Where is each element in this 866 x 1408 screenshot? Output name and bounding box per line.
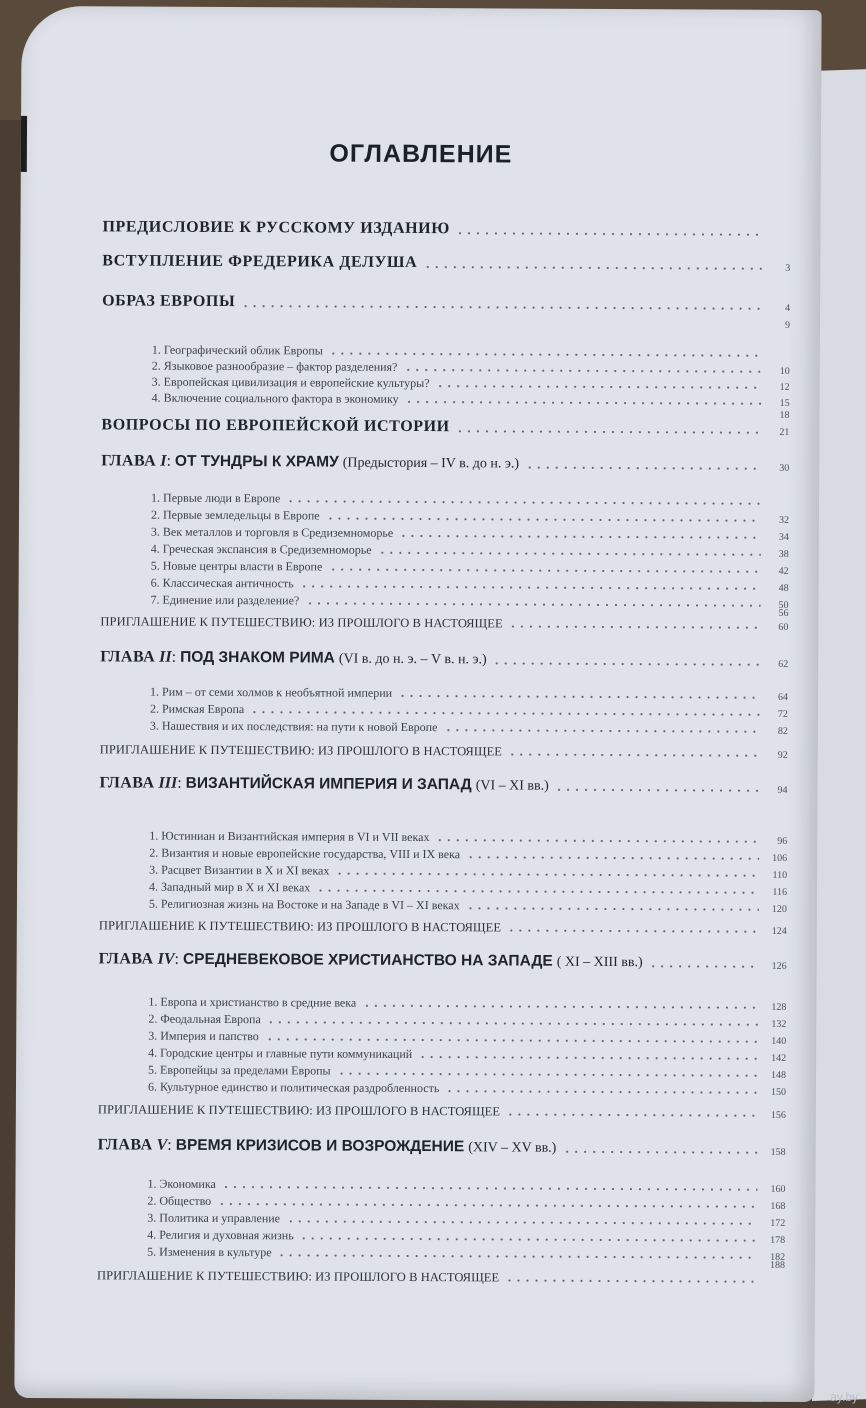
page-number: 150 bbox=[770, 1086, 786, 1098]
page-number: 18 bbox=[779, 409, 790, 421]
book-page bbox=[14, 6, 821, 1402]
leader-dots bbox=[506, 1113, 758, 1116]
invite-label: ПРИГЛАШЕНИЕ К ПУТЕШЕСТВИЮ: ИЗ ПРОШЛОГО В НАСТОЯЩЕЕ bbox=[99, 742, 503, 759]
toc-subentry bbox=[99, 845, 787, 864]
leader-dots bbox=[466, 907, 759, 911]
subentry-label: 6. Классическая античность bbox=[150, 575, 294, 591]
invite-label: ПРИГЛАШЕНИЕ К ПУТЕШЕСТВИЮ: ИЗ ПРОШЛОГО В НАСТОЯЩЕЕ bbox=[96, 1268, 500, 1285]
toc-subentry bbox=[97, 1176, 785, 1195]
leader-dots bbox=[300, 1237, 758, 1241]
leader-dots bbox=[507, 929, 759, 932]
page-title: ОГЛАВЛЕНИЕ bbox=[329, 139, 513, 169]
leader-dots bbox=[435, 839, 759, 843]
leader-dots bbox=[399, 535, 761, 539]
subentry-label: 2. Феодальная Европа bbox=[148, 1011, 261, 1027]
invite-entry bbox=[100, 614, 788, 633]
subentry-label: 5. Изменения в культуре bbox=[147, 1244, 272, 1260]
page-number: 96 bbox=[777, 835, 788, 847]
chapter-label: ГЛАВА bbox=[99, 774, 155, 792]
invite-label: ПРИГЛАШЕНИЕ К ПУТЕШЕСТВИЮ: ИЗ ПРОШЛОГО В НАСТОЯЩЕЕ bbox=[98, 918, 502, 935]
subentry-label: 4. Греческая экспансия в Средиземноморье bbox=[150, 541, 372, 557]
page-number: 142 bbox=[771, 1052, 787, 1064]
subentry-label: 2. Византия и новые европейские государства, VIII и IX века bbox=[149, 845, 461, 862]
toc-subentry bbox=[99, 879, 787, 898]
leader-dots bbox=[265, 1038, 758, 1043]
toc-subentry bbox=[101, 575, 789, 594]
leader-dots bbox=[562, 1151, 757, 1154]
toc-subentry bbox=[100, 701, 788, 720]
toc-entry-questions bbox=[101, 416, 789, 438]
chapter-number: I bbox=[160, 452, 167, 470]
subentry-label: 1. Рим – от семи холмов к необъятной империи bbox=[150, 684, 393, 700]
leader-dots bbox=[525, 467, 761, 470]
toc-subentry bbox=[100, 684, 788, 703]
invite-entry bbox=[97, 1268, 785, 1287]
toc-subentry bbox=[101, 490, 789, 509]
page-number: 56 bbox=[778, 607, 789, 619]
leader-dots bbox=[508, 753, 760, 756]
page-number: 10 bbox=[779, 365, 790, 377]
leader-dots bbox=[378, 552, 761, 556]
toc-subentry bbox=[101, 558, 789, 577]
subentry-label: 4. Городские центры и главные пути коммуникаций bbox=[148, 1045, 413, 1061]
chapter-number: II bbox=[159, 648, 172, 666]
leader-dots bbox=[326, 518, 761, 522]
leader-dots bbox=[403, 369, 761, 373]
toc-subentry bbox=[97, 1227, 785, 1246]
invite-entry bbox=[99, 918, 787, 937]
subentry-label: 1. Первые люди в Европе bbox=[151, 490, 281, 506]
leader-dots bbox=[222, 1186, 758, 1191]
subentry-label: 2. Языковое разнообразие – фактор разделения? bbox=[151, 358, 398, 374]
page-number-line bbox=[102, 316, 790, 331]
watermark: ay.by bbox=[830, 1390, 858, 1404]
subentry-label: 1. Европа и христианство в средние века bbox=[148, 994, 357, 1010]
leader-dots bbox=[436, 385, 762, 389]
toc-subentry bbox=[98, 1011, 786, 1030]
page-number: 124 bbox=[771, 925, 787, 937]
page-number: 158 bbox=[770, 1146, 786, 1158]
page-number: 120 bbox=[771, 903, 787, 915]
leader-dots bbox=[418, 1056, 758, 1060]
leader-dots bbox=[316, 889, 759, 893]
leader-dots bbox=[405, 401, 762, 405]
page-number: 182 bbox=[770, 1251, 786, 1263]
leader-dots bbox=[337, 1073, 758, 1077]
page-number: 4 bbox=[785, 302, 791, 314]
chapter-period: (XIV – XV вв.) bbox=[468, 1140, 557, 1156]
chapter-title: ВИЗАНТИЙСКАЯ ИМПЕРИЯ И ЗАПАД bbox=[185, 774, 472, 794]
page-number: 9 bbox=[784, 319, 791, 331]
page-number: 140 bbox=[771, 1035, 787, 1047]
leader-dots bbox=[555, 789, 760, 792]
page-number: 72 bbox=[777, 708, 788, 720]
leader-dots bbox=[456, 430, 762, 434]
page-number: 126 bbox=[771, 960, 787, 972]
toc-entry-intro bbox=[102, 252, 790, 274]
leader-dots bbox=[505, 1279, 757, 1282]
subentry-label: 2. Первые земледельцы в Европе bbox=[150, 507, 320, 523]
page-number: 62 bbox=[778, 658, 789, 670]
entry-label: ОБРАЗ ЕВРОПЫ bbox=[102, 292, 236, 311]
chapter-heading: ГЛАВА III: ВИЗАНТИЙСКАЯ ИМПЕРИЯ И ЗАПАД (VI – XI вв.) 94 bbox=[99, 774, 788, 796]
toc-subentry bbox=[98, 994, 786, 1013]
entry-label: ПРЕДИСЛОВИЕ К РУССКОМУ ИЗДАНИЮ bbox=[102, 218, 450, 238]
page-number: 110 bbox=[772, 869, 788, 881]
leader-dots bbox=[509, 625, 761, 628]
leader-dots bbox=[423, 266, 762, 270]
subentry-label: 1. Экономика bbox=[147, 1176, 216, 1191]
leader-dots bbox=[493, 662, 761, 665]
toc-subentry bbox=[98, 1079, 786, 1098]
invite-label: ПРИГЛАШЕНИЕ К ПУТЕШЕСТВИЮ: ИЗ ПРОШЛОГО В НАСТОЯЩЕЕ bbox=[97, 1102, 501, 1119]
page-number: 128 bbox=[771, 1001, 787, 1013]
leader-dots bbox=[335, 873, 759, 877]
page-number: 82 bbox=[777, 725, 788, 737]
toc-subentry bbox=[98, 1062, 786, 1081]
toc-subentry bbox=[101, 541, 789, 560]
toc-entry-preface bbox=[102, 218, 790, 240]
page-number: 106 bbox=[772, 852, 788, 864]
chapter-period: (Предыстория – IV в. до н. э.) bbox=[342, 455, 520, 472]
toc-subentry bbox=[100, 718, 788, 737]
page-number: 116 bbox=[772, 886, 788, 898]
chapter-heading: ГЛАВА II: ПОД ЗНАКОМ РИМА (VI в. до н. э. – V в. н. э.) 62 bbox=[100, 648, 789, 670]
page-number: 15 bbox=[779, 397, 790, 409]
page-number: 30 bbox=[779, 462, 790, 474]
chapter-period: (VI – XI вв.) bbox=[475, 778, 549, 794]
chapter-number: IV bbox=[157, 950, 175, 968]
toc-subentry bbox=[97, 1210, 785, 1229]
subentry-label: 4. Религия и духовная жизнь bbox=[147, 1227, 294, 1243]
chapter-number: III bbox=[158, 774, 178, 792]
page-number: 148 bbox=[771, 1069, 787, 1081]
page-number: 160 bbox=[770, 1183, 786, 1195]
leader-dots bbox=[466, 856, 759, 860]
page-number: 94 bbox=[777, 784, 788, 796]
page-number: 172 bbox=[770, 1217, 786, 1229]
chapter-number: V bbox=[156, 1136, 168, 1154]
toc-subentry bbox=[98, 1028, 786, 1047]
page-number: 21 bbox=[779, 426, 790, 438]
page-number: 60 bbox=[778, 621, 789, 633]
leader-dots bbox=[286, 1220, 757, 1224]
toc-subentry bbox=[97, 1193, 785, 1212]
subentry-label: 3. Расцвет Византии в X и XI веках bbox=[149, 862, 330, 878]
page-number: 64 bbox=[778, 691, 789, 703]
page-number: 156 bbox=[770, 1109, 786, 1121]
chapter-heading: ГЛАВА V: ВРЕМЯ КРИЗИСОВ И ВОЗРОЖДЕНИЕ (XIV – XV вв.) 158 bbox=[97, 1136, 786, 1158]
entry-label: ВСТУПЛЕНИЕ ФРЕДЕРИКА ДЕЛУША bbox=[102, 252, 418, 271]
subentry-label: 5. Религиозная жизнь на Востоке и на Западе в VI – XI веках bbox=[148, 896, 460, 913]
leader-dots bbox=[456, 232, 763, 236]
page-number: 188 bbox=[770, 1259, 786, 1271]
chapter-title: ОТ ТУНДРЫ К ХРАМУ bbox=[174, 452, 339, 471]
toc-entry-image bbox=[102, 292, 790, 314]
subentry-label: 5. Европейцы за пределами Европы bbox=[148, 1062, 331, 1078]
chapter-heading: ГЛАВА IV: СРЕДНЕВЕКОВОЕ ХРИСТИАНСТВО НА ЗАПАДЕ ( XI – XIII вв.) 126 bbox=[98, 950, 787, 972]
page-number: 132 bbox=[771, 1018, 787, 1030]
subentry-label: 4. Западный мир в X и XI веках bbox=[149, 879, 311, 895]
leader-dots bbox=[329, 353, 762, 357]
page-number: 34 bbox=[778, 531, 789, 543]
chapter-title: ВРЕМЯ КРИЗИСОВ И ВОЗРОЖДЕНИЕ bbox=[175, 1136, 465, 1156]
toc-subentry bbox=[101, 507, 789, 526]
page-number: 92 bbox=[777, 749, 788, 761]
page-number: 168 bbox=[770, 1200, 786, 1212]
chapter-label: ГЛАВА bbox=[100, 648, 156, 666]
subentry-label: 2. Общество bbox=[147, 1193, 212, 1208]
chapter-label: ГЛАВА bbox=[101, 452, 157, 470]
leader-dots bbox=[217, 1203, 757, 1208]
subentry-label: 3. Империя и папство bbox=[148, 1028, 259, 1044]
chapter-label: ГЛАВА bbox=[97, 1136, 153, 1154]
chapter-heading: ГЛАВА I: ОТ ТУНДРЫ К ХРАМУ (Предыстория – IV в. до н. э.) 30 bbox=[101, 452, 790, 474]
leader-dots bbox=[443, 729, 759, 733]
chapter-title: СРЕДНЕВЕКОВОЕ ХРИСТИАНСТВО НА ЗАПАДЕ bbox=[182, 950, 553, 970]
leader-dots bbox=[267, 1021, 759, 1026]
toc-subentry bbox=[99, 828, 787, 847]
leader-dots bbox=[286, 500, 761, 504]
toc-subentry bbox=[98, 1045, 786, 1064]
page-number: 48 bbox=[778, 582, 789, 594]
leader-dots bbox=[398, 695, 760, 699]
invite-entry bbox=[98, 1102, 786, 1121]
subentry-label: 3. Век металлов и торговля в Средиземноморье bbox=[150, 524, 394, 540]
leader-dots bbox=[241, 305, 762, 310]
invite-entry bbox=[100, 742, 788, 761]
invite-label: ПРИГЛАШЕНИЕ К ПУТЕШЕСТВИЮ: ИЗ ПРОШЛОГО В НАСТОЯЩЕЕ bbox=[100, 614, 503, 631]
page-number: 50 bbox=[778, 599, 789, 611]
page-number: 32 bbox=[778, 514, 789, 526]
subentry-label: 6. Культурное единство и политическая раздробленность bbox=[147, 1079, 440, 1096]
page-number: 38 bbox=[778, 548, 789, 560]
chapter-label: ГЛАВА bbox=[98, 950, 154, 968]
chapter-period: (VI в. до н. э. – V в. н. э.) bbox=[338, 651, 487, 668]
subentry-label: 3. Европейская цивилизация и европейские культуры? bbox=[151, 374, 430, 391]
subentry-label: 7. Единение или разделение? bbox=[150, 592, 300, 608]
leader-dots bbox=[445, 1090, 758, 1094]
subentry-label: 3. Политика и управление bbox=[147, 1210, 281, 1226]
chapter-period: ( XI – XIII вв.) bbox=[556, 954, 643, 971]
entry-label: ВОПРОСЫ ПО ЕВРОПЕЙСКОЙ ИСТОРИИ bbox=[101, 416, 450, 436]
page-number: 12 bbox=[779, 381, 790, 393]
subentry-label: 4. Включение социального фактора в экономику bbox=[151, 390, 399, 406]
leader-dots bbox=[250, 711, 760, 716]
page-number: 178 bbox=[770, 1234, 786, 1246]
leader-dots bbox=[649, 965, 759, 968]
toc-subentry bbox=[101, 524, 789, 543]
subentry-label: 1. Юстиниан и Византийская империя в VI и VII веках bbox=[149, 828, 430, 845]
page-number: 42 bbox=[778, 565, 789, 577]
subentry-label: 3. Нашествия и их последствия: на пути к новой Европе bbox=[149, 718, 438, 735]
leader-dots bbox=[362, 1005, 758, 1009]
subentry-label: 1. Географический облик Европы bbox=[151, 342, 323, 358]
chapter-title: ПОД ЗНАКОМ РИМА bbox=[180, 648, 335, 667]
leader-dots bbox=[328, 569, 760, 573]
leader-dots bbox=[300, 585, 761, 589]
page-number: 3 bbox=[785, 262, 791, 274]
subentry-label: 2. Римская Европа bbox=[149, 701, 245, 717]
toc-subentry bbox=[99, 862, 787, 881]
toc-subentry bbox=[99, 896, 787, 915]
subentry-label: 5. Новые центры власти в Европе bbox=[150, 558, 323, 574]
